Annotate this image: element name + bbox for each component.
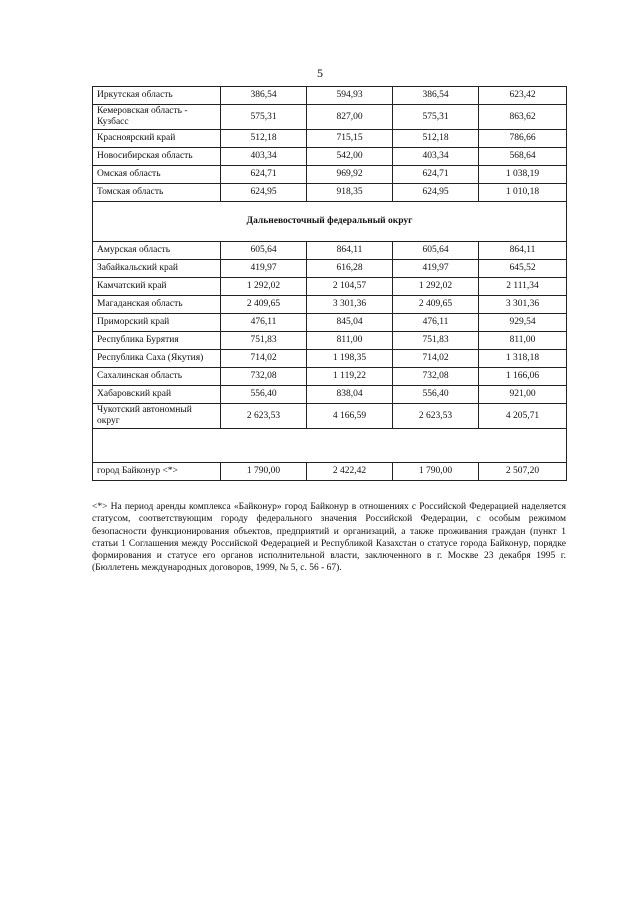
table-body-bottom [93, 429, 567, 481]
row-value: 616,28 [307, 260, 393, 278]
page-number: 5 [317, 66, 323, 80]
table-row [93, 105, 567, 130]
row-value: 556,40 [393, 386, 479, 404]
row-value: 1 292,02 [221, 278, 307, 296]
row-value: 845,04 [307, 314, 393, 332]
row-value: 811,00 [307, 332, 393, 350]
row-value: 751,83 [221, 332, 307, 350]
row-value: 2 104,57 [307, 278, 393, 296]
row-name: Магаданская область [93, 296, 221, 314]
row-value: 921,00 [479, 386, 567, 404]
row-value: 751,83 [393, 332, 479, 350]
row-value: 512,18 [393, 130, 479, 148]
empty-cell [93, 429, 567, 463]
row-value: 1 010,18 [479, 184, 567, 202]
row-value: 419,97 [221, 260, 307, 278]
row-value: 714,02 [393, 350, 479, 368]
row-value: 2 422,42 [307, 463, 393, 481]
row-value: 512,18 [221, 130, 307, 148]
table-row [93, 463, 567, 481]
row-name: Амурская область [93, 242, 221, 260]
row-value: 386,54 [393, 87, 479, 105]
empty-row [93, 429, 567, 463]
row-value: 2 111,34 [479, 278, 567, 296]
row-name: Кемеровская область - Кузбасс [93, 105, 221, 130]
row-value: 1 318,18 [479, 350, 567, 368]
section-row [93, 202, 567, 242]
table-row [93, 386, 567, 404]
row-value: 605,64 [393, 242, 479, 260]
row-value: 3 301,36 [307, 296, 393, 314]
table-row [93, 166, 567, 184]
row-value: 542,00 [307, 148, 393, 166]
row-value: 864,11 [307, 242, 393, 260]
row-value: 864,11 [479, 242, 567, 260]
row-name: Новосибирская область [93, 148, 221, 166]
table-row [93, 148, 567, 166]
row-name: Чукотский автономный округ [93, 404, 221, 429]
row-value: 605,64 [221, 242, 307, 260]
row-value: 918,35 [307, 184, 393, 202]
row-value: 2 623,53 [393, 404, 479, 429]
row-value: 1 198,35 [307, 350, 393, 368]
row-name: Забайкальский край [93, 260, 221, 278]
row-value: 732,08 [221, 368, 307, 386]
table-row [93, 278, 567, 296]
row-value: 476,11 [393, 314, 479, 332]
row-name: Омская область [93, 166, 221, 184]
row-name: Республика Бурятия [93, 332, 221, 350]
row-value: 2 409,65 [221, 296, 307, 314]
row-value: 4 166,59 [307, 404, 393, 429]
row-value: 4 205,71 [479, 404, 567, 429]
row-value: 827,00 [307, 105, 393, 130]
row-value: 556,40 [221, 386, 307, 404]
row-value: 403,34 [393, 148, 479, 166]
row-value: 1 038,19 [479, 166, 567, 184]
row-value: 1 166,06 [479, 368, 567, 386]
table-body-far-east [93, 242, 567, 429]
row-value: 645,52 [479, 260, 567, 278]
section-title: Дальневосточный федеральный округ [93, 202, 567, 242]
row-name: Сахалинская область [93, 368, 221, 386]
row-value: 969,92 [307, 166, 393, 184]
row-value: 575,31 [221, 105, 307, 130]
table-row [93, 260, 567, 278]
row-value: 386,54 [221, 87, 307, 105]
row-name: Республика Саха (Якутия) [93, 350, 221, 368]
row-value: 811,00 [479, 332, 567, 350]
row-value: 624,95 [393, 184, 479, 202]
footnote: <*> На период аренды комплекса «Байконур» город Байконур в отношениях с Российской Федерацией наделяется статусом, соответствующим городу федерального значения Российской Федерации, с особым режимом безопасности функционирования объектов, предприятий и организаций, а также проживания граждан (пункт 1 статьи 1 Соглашения между Российской Федерацией и Республикой Казахстан о статусе города Байконур, порядке формирования и статусе его органов исполнительной власти, заключенного в г. Москве 23 декабря 1995 г. (Бюллетень международных договоров, 1999, № 5, с. 56 - 67). [92, 502, 566, 574]
row-value: 594,93 [307, 87, 393, 105]
row-value: 929,54 [479, 314, 567, 332]
table-row [93, 130, 567, 148]
row-name: город Байконур <*> [93, 463, 221, 481]
row-value: 568,64 [479, 148, 567, 166]
table-row [93, 314, 567, 332]
row-value: 403,34 [221, 148, 307, 166]
row-name: Хабаровский край [93, 386, 221, 404]
row-name: Приморский край [93, 314, 221, 332]
table-row [93, 184, 567, 202]
row-value: 714,02 [221, 350, 307, 368]
table-body-section [93, 202, 567, 242]
row-value: 3 301,36 [479, 296, 567, 314]
row-value: 2 623,53 [221, 404, 307, 429]
table-row [93, 350, 567, 368]
row-value: 419,97 [393, 260, 479, 278]
row-value: 1 790,00 [393, 463, 479, 481]
row-value: 476,11 [221, 314, 307, 332]
tariff-table [92, 86, 567, 481]
row-value: 732,08 [393, 368, 479, 386]
row-value: 624,71 [393, 166, 479, 184]
row-name: Томская область [93, 184, 221, 202]
table-body-top [93, 87, 567, 202]
row-value: 1 292,02 [393, 278, 479, 296]
row-value: 838,04 [307, 386, 393, 404]
row-name: Иркутская область [93, 87, 221, 105]
table-row [93, 87, 567, 105]
row-value: 623,42 [479, 87, 567, 105]
table-row [93, 332, 567, 350]
table-row [93, 242, 567, 260]
row-value: 575,31 [393, 105, 479, 130]
row-value: 624,71 [221, 166, 307, 184]
row-value: 786,66 [479, 130, 567, 148]
row-value: 715,15 [307, 130, 393, 148]
row-name: Красноярский край [93, 130, 221, 148]
row-value: 863,62 [479, 105, 567, 130]
row-value: 1 790,00 [221, 463, 307, 481]
row-name: Камчатский край [93, 278, 221, 296]
table-row [93, 404, 567, 429]
row-value: 1 119,22 [307, 368, 393, 386]
table-row [93, 296, 567, 314]
table-row [93, 368, 567, 386]
row-value: 2 409,65 [393, 296, 479, 314]
row-value: 624,95 [221, 184, 307, 202]
row-value: 2 507,20 [479, 463, 567, 481]
